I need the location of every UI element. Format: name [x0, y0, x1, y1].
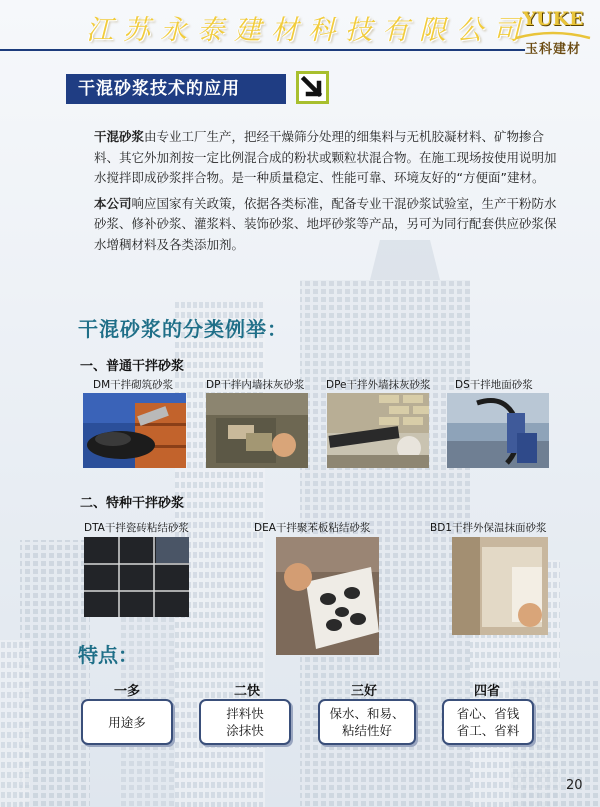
intro-lead-1: 干混砂浆 — [94, 129, 145, 144]
caption-dp-interior: DP干拌内墙抹灰砂浆 — [206, 379, 305, 391]
photo-interior-plastering — [206, 393, 308, 468]
feature-4-line-1: 省心、省钱 — [456, 706, 520, 721]
caption-dta-tile: DTA干拌瓷砖粘结砂浆 — [84, 522, 189, 534]
feature-box-1 — [81, 699, 173, 745]
feature-box-3 — [318, 699, 416, 745]
special-mortar-heading: 二、特种干拌砂浆 — [80, 496, 185, 511]
intro-paragraph-1 — [94, 127, 564, 189]
feature-4-line-2: 省工、省料 — [456, 723, 520, 738]
company-logo — [512, 8, 594, 58]
features-heading: 特点： — [78, 643, 138, 667]
feature-3-line-2: 粘结性好 — [341, 723, 392, 738]
intro-paragraph-2 — [94, 194, 564, 256]
ordinary-mortar-heading: 一、普通干拌砂浆 — [80, 359, 185, 374]
caption-dm-masonry: DM干拌砌筑砂浆 — [93, 379, 174, 391]
photo-eps-board-adhesive — [276, 537, 379, 655]
feature-3-line-1: 保水、和易、 — [329, 706, 405, 721]
page-header — [0, 0, 600, 58]
photo-masonry-mortar — [83, 393, 186, 468]
intro-lead-2: 本公司 — [94, 195, 132, 211]
caption-dea-eps: DEA干拌聚苯板粘结砂浆 — [254, 522, 371, 534]
classification-heading: 干混砂浆的分类例举： — [78, 317, 288, 341]
section-title-banner: 干混砂浆技术的应用 — [66, 74, 286, 104]
feature-2-line-2: 涂抹快 — [226, 723, 264, 738]
company-name: 江苏永泰建材科技有限公司 — [86, 15, 530, 46]
logo-wordmark: YUKE — [522, 8, 584, 30]
page-number: 20 — [566, 778, 583, 793]
photo-tile-adhesive — [84, 537, 189, 617]
feature-title-3: 三好 — [351, 684, 378, 699]
photo-floor-mortar — [447, 393, 549, 468]
intro-body-1: 由专业工厂生产，把经干燥筛分处理的细集料与无机胶凝材料、矿物掺合料、其它外加剂按一定比例混合成的粉状或颗粒状混合物。在施工现场按使用说明加水搅拌即成砂浆拌合物。是一种质量稳定、性能可靠、环境友好的“方便面”建材。 — [94, 129, 557, 185]
feature-title-1: 一多 — [114, 684, 141, 699]
caption-ds-floor: DS干拌地面砂浆 — [455, 379, 533, 391]
photo-exterior-plastering — [327, 393, 429, 468]
feature-box-4 — [442, 699, 534, 745]
caption-dpe-exterior: DPe干拌外墙抹灰砂浆 — [326, 379, 431, 391]
logo-chinese-name: 玉科建材 — [524, 42, 581, 57]
arrow-down-right-icon — [296, 71, 329, 104]
header-divider — [0, 49, 525, 51]
feature-2-line-1: 拌料快 — [226, 706, 264, 721]
intro-text — [94, 127, 564, 260]
feature-title-4: 四省 — [474, 684, 501, 699]
caption-bd1-insulation: BD1干拌外保温抹面砂浆 — [430, 522, 547, 534]
feature-title-2: 二快 — [234, 684, 261, 699]
feature-box-2 — [199, 699, 291, 745]
intro-body-2: 响应国家有关政策，依据各类标准，配备专业干混砂浆试验室，生产干粉防水砂浆、修补砂浆、灌浆料、装饰砂浆、地坪砂浆等产品，另可为同行配套供应砂浆保水增稠材料及各类添加剂。 — [94, 195, 557, 252]
feature-1-line-1: 用途多 — [108, 714, 146, 730]
photo-insulation-plaster — [452, 537, 548, 635]
